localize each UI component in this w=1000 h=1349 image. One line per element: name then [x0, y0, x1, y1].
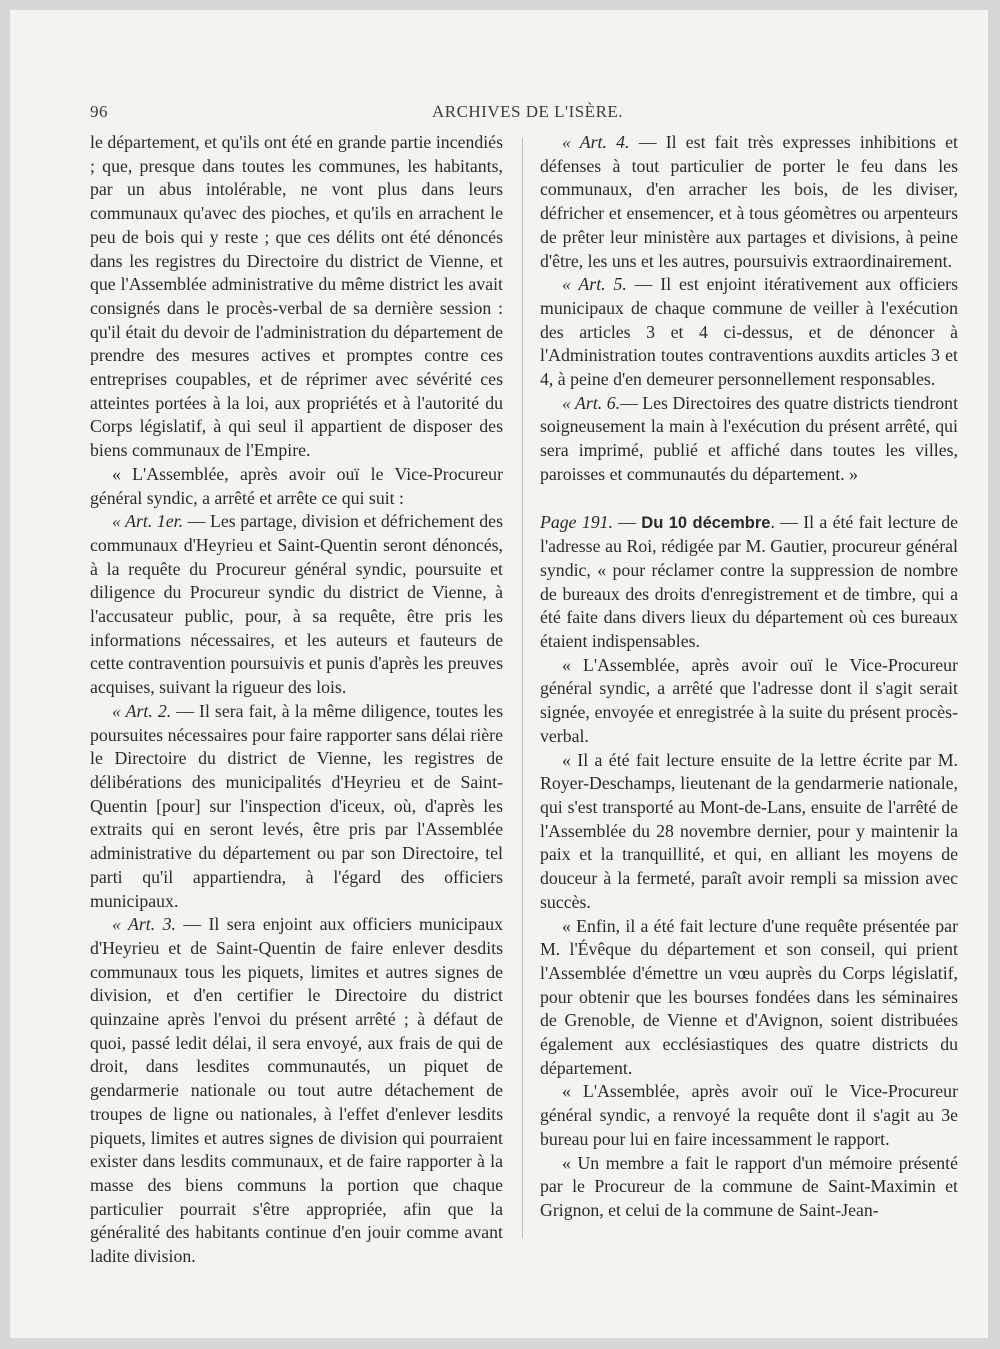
article-3 — [90, 913, 503, 1269]
paragraph: le département, et qu'ils ont été en grande partie incendiés ; que, presque dans toutes les communes, les habitants, par un abus intolérable, ne vont plus dans leurs communaux qu'avec des pioches, et qu'ils en arrachent le peu de bois qui y reste ; que ces délits ont été dénoncés dans les registres du Directoire du district de Vienne, et que l'Assemblée administrative du même district les avait consignés dans le procès-verbal de sa dernière session : qu'il était du devoir de l'administration du département de prendre des mesures actives et promptes contre ces entreprises coupables, et de réprimer avec sévérité ces atteintes portées à la loi, aux propriétés et à l'autorité du Corps législatif, à qui seul il appartient de disposer des biens communaux de l'Empire. — [90, 132, 503, 461]
article-label: « Art. 6. — [562, 392, 621, 413]
session-text: . — Il a été fait lecture de l'adresse au Roi, rédigée par M. Gautier, procureur général syndic, « pour réclamer contre la suppression de nombre de bureaux des droits d'enregistrement et de timbre, qui a été faite dans divers lieux du département où ces bureaux étaient indispensables. — [540, 511, 958, 652]
running-title: ARCHIVES DE L'ISÈRE. — [431, 102, 624, 121]
article-2 — [90, 700, 503, 913]
article-label: « Art. 4. — [562, 132, 630, 152]
column-divider — [522, 138, 523, 1238]
session-entry — [540, 511, 958, 654]
article-text: — Il est fait très expresses inhibitions et défenses à tout particulier de porter le feu dans les communaux, d'en arracher les bois, de les diviser, défricher et ensemencer, et à tous géomètres ou arpenteurs de prêter leur ministère aux partages et divisions, à peine d'être, les uns et les autres, poursuivis extraordinairement. — [540, 132, 958, 271]
session-date: Du 10 décembre — [641, 513, 771, 532]
left-column — [90, 131, 503, 1269]
article-4 — [540, 131, 958, 273]
article-label: « Art. 5. — [562, 274, 627, 295]
article-text: — Il sera fait, à la même diligence, toutes les poursuites nécessaires pour faire rapporter sans délai rière le Directoire du district de Vienne, les registres de délibérations des municipalités d'Heyrieu et de Saint-Quentin [pour] sur l'inspection d'iceux, où, d'après les extraits qui en seront levés, être pris par l'Assemblée administrative du département ou par son Directoire, tel parti qu'il appartiendra, à l'égard des officiers municipaux. — [90, 700, 503, 911]
paragraph: « L'Assemblée, après avoir ouï le Vice-Procureur général syndic, a arrêté et arrête ce qui suit : — [90, 463, 503, 508]
article-label: « Art. 2. — [112, 700, 172, 721]
article-1 — [90, 510, 503, 700]
article-5 — [540, 273, 958, 392]
paragraph: « Un membre a fait le rapport d'un mémoire présenté par le Procureur de la commune de Saint-Maximin et Grignon, et celui de la commune de Saint-Jean- — [540, 1152, 958, 1220]
article-text: — Il sera enjoint aux officiers municipaux d'Heyrieu et de Saint-Quentin de faire enlever desdits communaux tous les piquets, limites et autres signes de division, et d'en certifier le Directoire du district quinzaine après l'envoi du présent arrêté ; à défaut de quoi, passé ledit délai, il sera envoyé, aux frais de qui de droit, dans lesdites communautés, un piquet de gendarmerie nationale ou tout autre détachement de troupes de ligne ou nationales, à l'effet d'enlever lesdits piquets, limites et autres signes de division qui pourraient exister dans lesdits communaux, et de faire rapporter à la masse des biens communs la portion que chaque particulier pourrait s'être appropriée, afin que la généralité des habitants continue d'en jouir comme avant ladite division. — [90, 914, 503, 1267]
book-page — [10, 10, 988, 1338]
page-reference: Page 191. — [540, 511, 613, 532]
paragraph: « L'Assemblée, après avoir ouï le Vice-Procureur général syndic, a renvoyé la requête dont il s'agit au 3e bureau pour lui en faire incessamment le rapport. — [540, 1081, 958, 1149]
article-label: « Art. 3. — [112, 914, 176, 935]
paragraph: « Il a été fait lecture ensuite de la lettre écrite par M. Royer-Deschamps, lieutenant de la gendarmerie nationale, qui s'est transporté au Mont-de-Lans, ensuite de l'arrêté de l'Assemblée du 28 novembre dernier, pour y maintenir la paix et la tranquillité, et qui, en alliant les moyens de douceur à la fermeté, paraît avoir rempli sa mission avec succès. — [540, 749, 958, 912]
article-text: — Les partage, division et défrichement des communaux d'Heyrieu et Saint-Quentin seront dénoncés, à la requête du Procureur général syndic, poursuite et diligence du Procureur syndic du district de Vienne, à l'accusateur public, pour, à sa requête, être pris les informations nécessaires, et les auteurs et fauteurs de cette contravention poursuivis et punis d'après les preuves acquises, suivant la rigueur des lois. — [90, 511, 503, 698]
article-label: « Art. 1er. — [112, 511, 184, 532]
dash: — — [612, 511, 642, 532]
article-text: — Les Directoires des quatre districts tiendront soigneusement la main à l'exécution du présent arrêté, qui sera imprimé, publié et affiché dans toutes les villes, paroisses et communautés du département. » — [540, 392, 959, 484]
article-text: — Il est enjoint itérativement aux officiers municipaux de chaque commune de veiller à l'exécution des articles 3 et 4 ci-dessus, et de dénoncer à l'Administration toutes contraventions auxdits articles 3 et 4, à peine d'en demeurer personnellement responsables. — [540, 274, 958, 390]
article-6 — [540, 392, 958, 487]
paragraph: « Enfin, il a été fait lecture d'une requête présentée par M. l'Évêque du département et son conseil, qui prient l'Assemblée d'émettre un vœu auprès du Corps législatif, pour obtenir que les bourses fondées dans les séminaires de Grenoble, de Vienne et d'Avignon, soient distribuées également aux ecclésiastiques des quatre districts du département. — [540, 915, 958, 1078]
page-number: 96 — [90, 102, 108, 121]
right-column — [540, 131, 958, 1223]
paragraph: « L'Assemblée, après avoir ouï le Vice-Procureur général syndic, a arrêté que l'adresse dont il s'agit serait signée, envoyée et enregistrée à la suite du présent procès-verbal. — [540, 654, 958, 746]
